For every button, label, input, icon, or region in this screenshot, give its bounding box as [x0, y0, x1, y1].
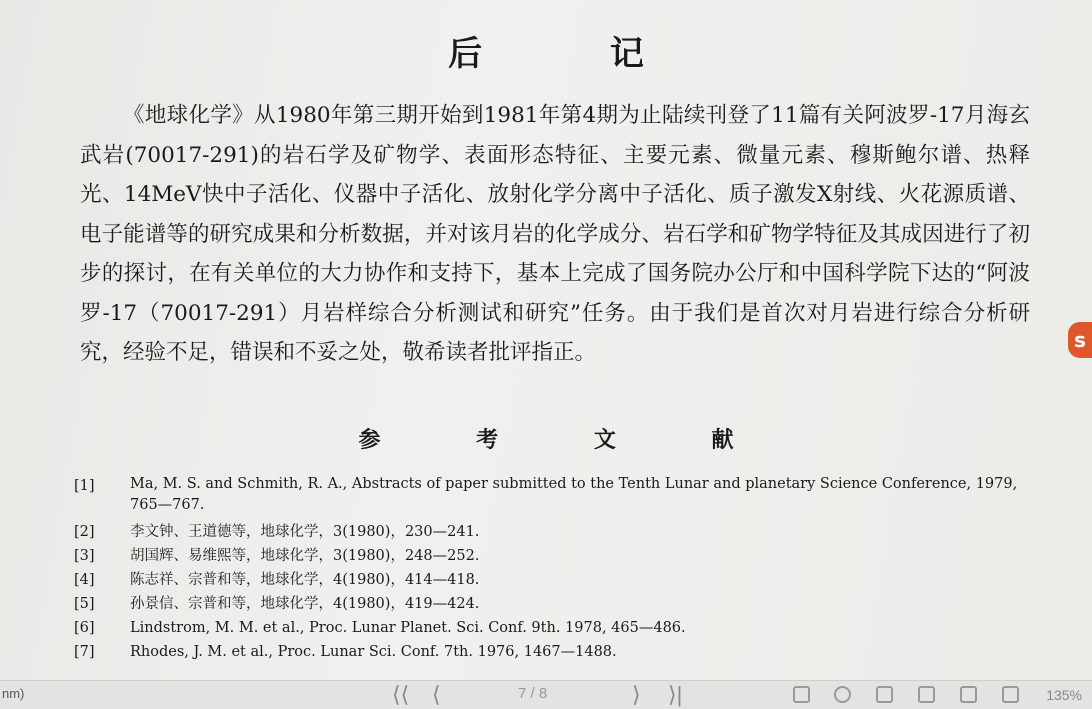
reference-text: Rhodes, J. M. et al., Proc. Lunar Sci. Conf. 7th. 1976, 1467—1488.	[130, 644, 617, 660]
reference-item	[74, 544, 1024, 568]
page-indicator: 7 / 8	[518, 685, 548, 702]
rotate-icon[interactable]	[834, 686, 851, 703]
reference-number: [5]	[74, 596, 95, 612]
afterword-paragraph: 《地球化学》从1980年第三期开始到1981年第4期为止陆续刊登了11篇有关阿波罗-17月海玄武岩(70017-291)的岩石学及矿物学、表面形态特征、主要元素、微量元素、穆斯鲍尔谱、热释光、14MeV快中子活化、仪器中子活化、放射化学分离中子活化、质子激发X射线、火花源质谱、电子能谱等的研究成果和分析数据，并对该月岩的化学成分、岩石学和矿物学特征及其成因进行了初步的探讨，在有关单位的大力协作和支持下，基本上完成了国务院办公厅和中国科学院下达的“阿波罗-17（70017-291）月岩样综合分析测试和研究”任务。由于我们是首次对月岩进行综合分析研究，经验不足，错误和不妥之处，敬希读者批评指正。	[80, 103, 1030, 365]
status-text: nm)	[2, 686, 25, 701]
reference-item	[74, 474, 1024, 516]
first-page-icon[interactable]: ⟨⟨	[392, 682, 410, 707]
reference-item	[74, 640, 1024, 664]
single-page-icon[interactable]	[876, 686, 893, 703]
reference-number: [1]	[74, 478, 95, 494]
reference-number: [4]	[74, 572, 95, 588]
reference-text: 陈志祥、宗普和等，地球化学，4(1980)，414—418.	[130, 572, 480, 588]
reference-text: 胡国辉、易维熙等，地球化学，3(1980)，248—252.	[130, 548, 480, 564]
reference-text: Ma, M. S. and Schmith, R. A., Abstracts of paper submitted to the Tenth Lunar and planetary Science Conference, 1979, 765—767.	[130, 476, 1018, 513]
reference-number: [3]	[74, 548, 95, 564]
page-title: 后 记	[448, 34, 702, 74]
reference-item	[74, 616, 1024, 640]
continuous-mode-icon[interactable]	[960, 686, 977, 703]
zoom-level[interactable]: 135%	[1046, 687, 1082, 703]
reference-text: 孙景信、宗普和等，地球化学，4(1980)，419—424.	[130, 596, 480, 612]
afterword-body	[80, 96, 1030, 373]
reference-text: 李文钟、王道德等，地球化学，3(1980)，230—241.	[130, 524, 480, 540]
reference-item	[74, 520, 1024, 544]
last-page-icon[interactable]: ⟩|	[668, 682, 683, 707]
reference-text: Lindstrom, M. M. et al., Proc. Lunar Planet. Sci. Conf. 9th. 1978, 465—486.	[130, 620, 686, 636]
reference-number: [6]	[74, 620, 95, 636]
references-list	[74, 474, 1024, 664]
viewer-toolbar	[0, 680, 1092, 709]
next-page-icon[interactable]: ⟩	[632, 682, 641, 707]
prev-page-icon[interactable]: ⟨	[432, 682, 441, 707]
reference-number: [2]	[74, 524, 95, 540]
references-heading: 参 考 文 献	[358, 427, 778, 453]
scroll-mode-icon[interactable]	[918, 686, 935, 703]
two-page-icon[interactable]	[1002, 686, 1019, 703]
reference-item	[74, 568, 1024, 592]
fit-page-icon[interactable]	[793, 686, 810, 703]
floating-app-badge[interactable]: s	[1068, 322, 1092, 358]
reference-item	[74, 592, 1024, 616]
reference-number: [7]	[74, 644, 95, 660]
